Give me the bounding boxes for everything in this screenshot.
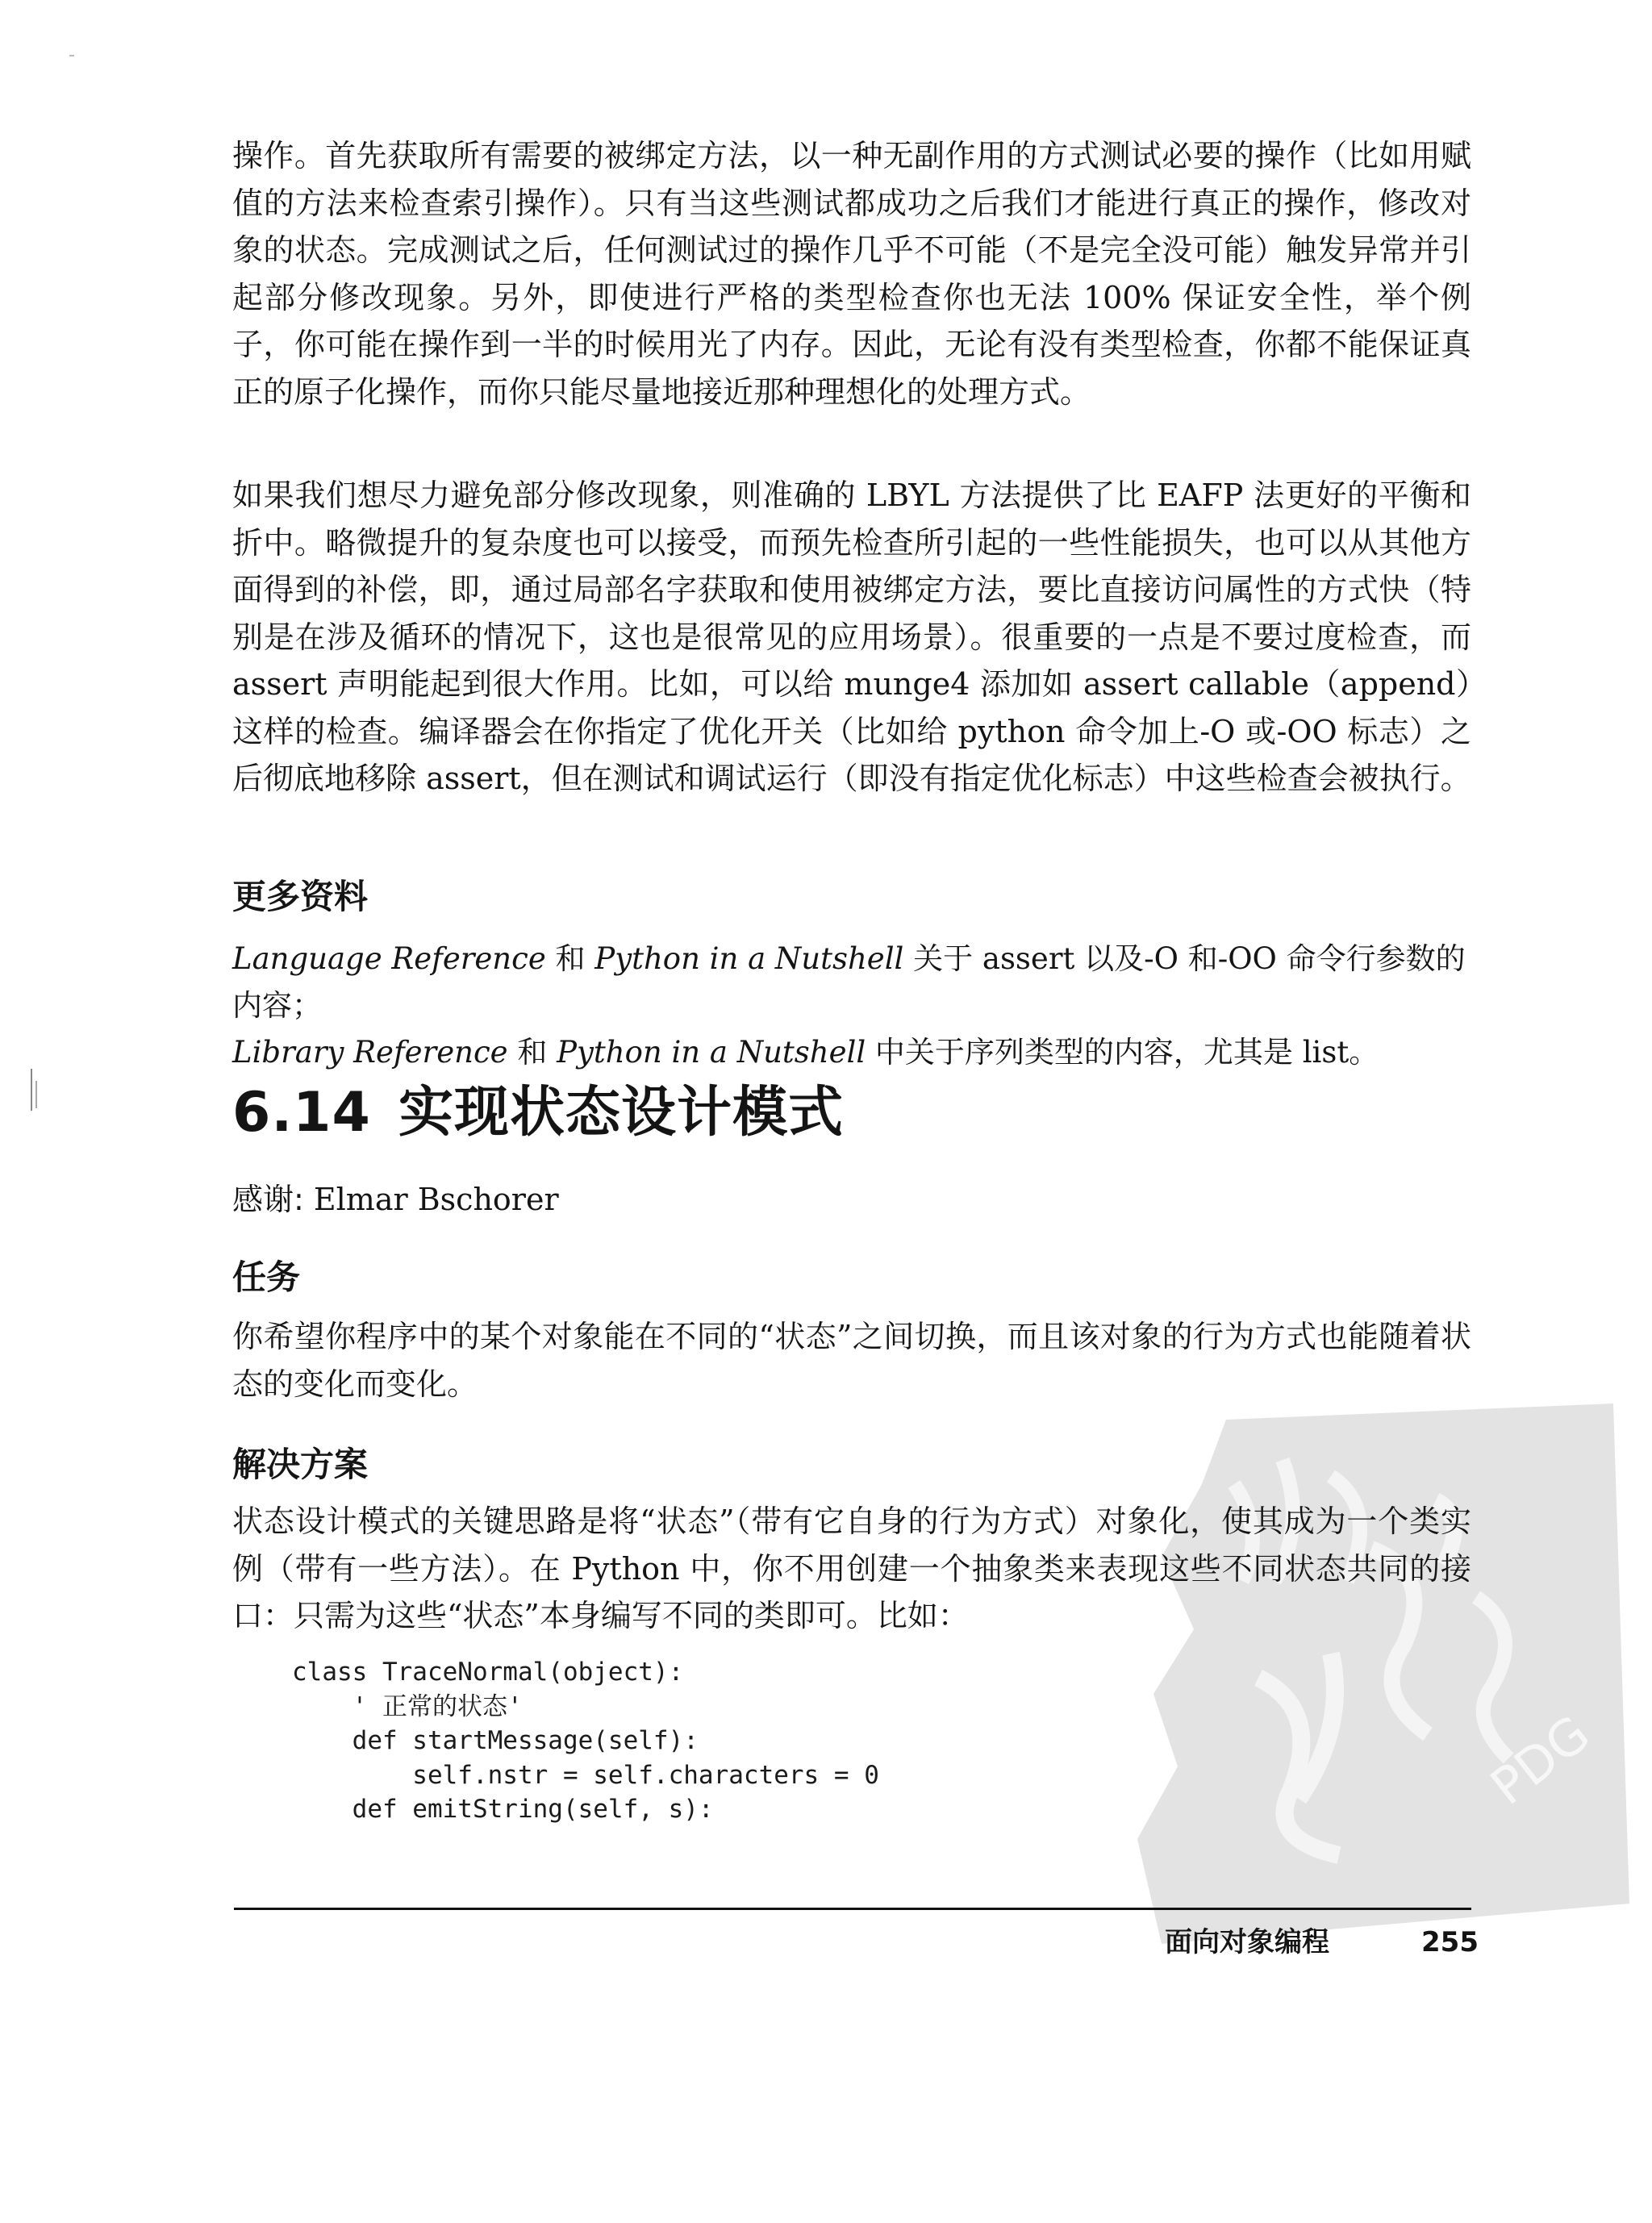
ref-line-2 [232,1029,1491,1076]
scan-mark [69,55,74,56]
solution-text: 状态设计模式的关键思路是将“状态”（带有它自身的行为方式）对象化，使其成为一个类实例（带有一些方法）。在 Python 中，你不用创建一个抽象类来表现这些不同状态共同的接口：只需为这些“状态”本身编写不同的类即可。比如： [232,1504,1471,1633]
ref-text: 关于 assert 以及-O 和-OO 命令行参数的内容； [232,941,1466,1023]
book-title: Python in a Nutshell [557,1035,866,1070]
ref-text: 和 [507,1035,557,1070]
task-text: 你希望你程序中的某个对象能在不同的“状态”之间切换，而且该对象的行为方式也能随着状态的变化而变化。 [232,1319,1471,1402]
solution-heading: 解决方案 [232,1445,369,1484]
credit-label: 感谢: [232,1182,304,1217]
footer-rule [234,1908,1471,1910]
book-title: Python in a Nutshell [594,941,904,976]
footer-chapter: 面向对象编程 [1165,1926,1329,1958]
code-listing: class TraceNormal(object): ' 正常的状态' def startMessage(self): self.nstr = self.characters = 0 def emitString(self, s): [292,1658,879,1824]
page-number: 255 [1421,1926,1479,1958]
section-number: 6.14 [232,1081,371,1145]
credit-name: Elmar Bschorer [313,1182,559,1217]
stamp-label: PDG [1479,1704,1601,1816]
watermark-stamp [1129,1387,1646,1952]
ref-line-1 [232,936,1491,1029]
book-title: Language Reference [232,941,546,976]
task-heading: 任务 [232,1257,301,1297]
margin-mark [35,1081,40,1108]
paragraph-1: 操作。首先获取所有需要的被绑定方法，以一种无副作用的方式测试必要的操作（比如用赋值的方法来检查索引操作）。只有当这些测试都成功之后我们才能进行真正的操作，修改对象的状态。完成测试之后，任何测试过的操作几乎不可能（不是完全没可能）触发异常并引起部分修改现象。另外，即使进行严格的类型检查你也无法 100% 保证安全性，举个例子，你可能在操作到一半的时候用光了内存。因此，无论有没有类型检查，你都不能保证真正的原子化操作，而你只能尽量地接近那种理想化的处理方式。 [232,138,1471,410]
ref-text: 和 [545,941,595,976]
paragraph-2: 如果我们想尽力避免部分修改现象，则准确的 LBYL 方法提供了比 EAFP 法更好的平衡和折中。略微提升的复杂度也可以接受，而预先检查所引起的一些性能损失，也可以从其他方面得到的补偿，即，通过局部名字获取和使用被绑定方法，要比直接访问属性的方式快（特别是在涉及循环的情况下，这也是很常见的应用场景）。很重要的一点是不要过度检查，而 assert 声明能起到很大作用。比如，可以给 munge4 添加如 assert callable（append）这样的检查。编译器会在你指定了优化开关（比如给 python 命令加上-O 或-OO 标志）之后彻底地移除 assert，但在测试和调试运行（即没有指定优化标志）中这些检查会被执行。 [232,478,1471,796]
book-title: Library Reference [232,1035,508,1070]
section-title-text: 实现状态设计模式 [398,1081,845,1145]
more-info-refs [232,936,1491,1076]
ref-text: 中关于序列类型的内容，尤其是 list。 [866,1035,1379,1070]
more-info-heading: 更多资料 [232,877,369,916]
section-title [232,1079,844,1147]
credit-line [232,1179,559,1220]
